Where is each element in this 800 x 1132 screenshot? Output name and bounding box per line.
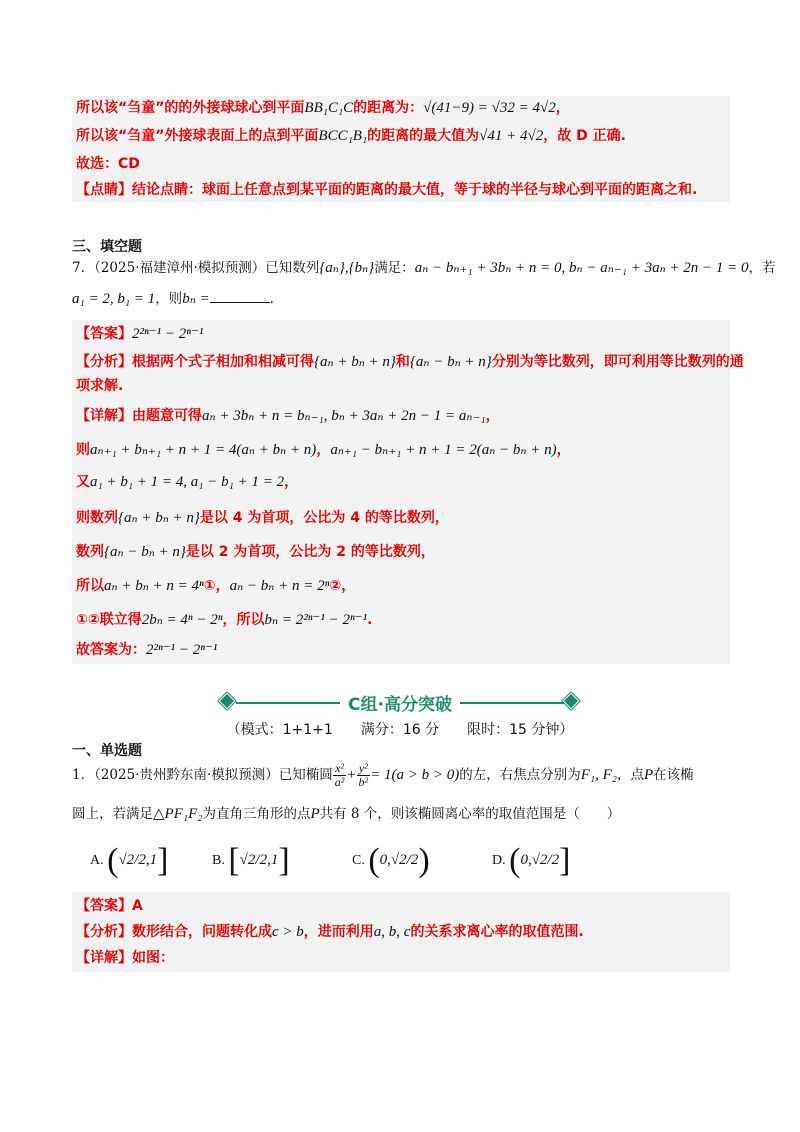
- math: {aₙ},{bₙ}: [319, 260, 375, 276]
- math: 2bₙ = 4ⁿ − 2ⁿ: [141, 612, 223, 628]
- question-7-line2: [72, 288, 274, 309]
- bracket: ]: [559, 842, 571, 879]
- option-d[interactable]: D. (0,√2/2]: [492, 842, 571, 879]
- math: F₁, F₂: [580, 767, 617, 783]
- analysis-tag: 【分析】: [76, 924, 132, 940]
- detail-line: [76, 406, 500, 426]
- text: 圆上，若满足: [72, 806, 153, 822]
- detail-line: [76, 508, 449, 528]
- option-a[interactable]: A. (√2/2,1]: [90, 842, 169, 879]
- text: ，: [555, 100, 570, 116]
- group-c-subtitle: （模式：1+1+1 满分：16 分 限时：15 分钟）: [226, 722, 574, 738]
- math: BB₁C₁C: [304, 100, 354, 116]
- math: P: [644, 767, 654, 783]
- text: 所以该“刍童”的的外接球球心到平面: [76, 100, 305, 116]
- math: aₙ + 3bₙ + n = bₙ₋₁, bₙ + 3aₙ + 2n − 1 = aₙ₋₁: [202, 408, 486, 424]
- text: 结论点睛：球面上任意点到某平面的距离的最大值，等于球的半径与球心到平面的距离之和.: [132, 182, 698, 198]
- group-c-title: C组·高分突破: [348, 695, 452, 715]
- math: bₙ =: [182, 291, 210, 307]
- text: ，: [316, 442, 331, 458]
- text: 如图：: [132, 950, 174, 966]
- answer-line: [76, 324, 203, 344]
- option-label: A.: [90, 853, 104, 869]
- math: √(41−9) = √32 = 4√2: [423, 100, 556, 116]
- math: aₙ₊₁ − bₙ₊₁ + n + 1 = 2(aₙ − bₙ + n): [330, 442, 557, 458]
- option-label: C.: [352, 853, 365, 869]
- remark-tag: 【点睛】: [76, 182, 132, 198]
- text: 为直角三角形的点: [202, 806, 311, 822]
- text: 根据两个式子相加和相减可得: [132, 354, 314, 370]
- text: 和: [395, 354, 410, 370]
- text: 满足：: [374, 260, 415, 276]
- text: 又: [76, 474, 90, 490]
- detail-line: [76, 542, 435, 562]
- math: {aₙ + bₙ + n}: [314, 354, 396, 370]
- text: 在该椭: [653, 767, 694, 783]
- bracket: (: [509, 842, 521, 879]
- text: ①②联立得: [76, 612, 142, 628]
- text: 数形结合，问题转化成: [132, 924, 272, 940]
- text: 则: [76, 442, 90, 458]
- remark-line: [76, 180, 697, 200]
- section-heading: 一、单选题: [72, 743, 142, 759]
- answer-tag: 【答案】: [76, 326, 132, 342]
- banner-rule: [236, 702, 340, 704]
- math: 2²ⁿ⁻¹ − 2ⁿ⁻¹: [132, 326, 204, 342]
- bracket: (: [368, 842, 380, 879]
- math: 1: [270, 852, 279, 869]
- solution-line: [76, 126, 626, 146]
- detail-line: [76, 948, 174, 968]
- detail-line: [76, 472, 298, 492]
- text: ，所以: [222, 612, 265, 628]
- option-label: B.: [212, 853, 225, 869]
- text: ②，: [329, 578, 356, 594]
- option-c[interactable]: C. (0,√2/2): [352, 842, 430, 879]
- text: 由题意可得: [132, 408, 202, 424]
- text: 故答案为：: [76, 642, 146, 658]
- text: 共有 8 个，则该椭圆离心率的取值范围是（ ）: [319, 806, 621, 822]
- math: {aₙ + bₙ + n}: [118, 510, 200, 526]
- final-answer-line: [76, 640, 217, 660]
- math: a₁ = 2, b₁ = 1: [72, 291, 156, 307]
- math: aₙ + bₙ + n = 4ⁿ: [104, 578, 204, 594]
- analysis-line-cont: 项求解.: [76, 378, 124, 394]
- math: {aₙ − bₙ + n}: [409, 354, 492, 370]
- math: c > b: [272, 924, 304, 940]
- numerator: x²: [333, 762, 347, 776]
- bracket: ): [418, 842, 430, 879]
- math: √2/2: [118, 852, 146, 869]
- text: ，: [556, 442, 571, 458]
- numerator: y²: [357, 762, 371, 776]
- math: 1: [149, 852, 158, 869]
- math: a, b, c: [373, 924, 411, 940]
- math: {aₙ − bₙ + n}: [104, 544, 186, 560]
- math: √41 + 4√2: [479, 128, 544, 144]
- answer-line: [76, 896, 143, 916]
- math: 0: [379, 852, 388, 869]
- math: P: [310, 806, 320, 822]
- text: ，: [284, 474, 299, 490]
- math: BCC₁B₁: [318, 128, 368, 144]
- text: 7．（2025·福建漳州·模拟预测）已知数列: [72, 260, 320, 276]
- text: 所以: [76, 578, 104, 594]
- answer-value: A: [132, 898, 143, 914]
- bracket: ]: [278, 842, 290, 879]
- math: √2/2: [531, 852, 560, 869]
- text: 1．（2025·贵州黔东南·模拟预测）已知椭圆: [72, 767, 333, 783]
- section-heading: 三、填空题: [72, 239, 142, 255]
- text: 数列: [76, 544, 104, 560]
- math: 2²ⁿ⁻¹ − 2ⁿ⁻¹: [146, 642, 218, 658]
- group-c-banner: [220, 690, 580, 716]
- answer-blank: [210, 288, 270, 303]
- text: .: [269, 291, 274, 307]
- detail-line: [76, 610, 372, 630]
- math: bₙ = 2²ⁿ⁻¹ − 2ⁿ⁻¹: [264, 612, 368, 628]
- bracket: (: [107, 842, 119, 879]
- math: a₁ + b₁ + 1 = 4, a₁ − b₁ + 1 = 2: [90, 474, 285, 490]
- question-1-line1: [72, 762, 694, 789]
- analysis-tag: 【分析】: [76, 354, 132, 370]
- question-1-line2: [72, 804, 620, 824]
- fraction-x: [333, 762, 347, 789]
- text: 则数列: [76, 510, 118, 526]
- question-7-line1: [72, 258, 776, 278]
- detail-tag: 【详解】: [76, 408, 132, 424]
- option-label: D.: [492, 853, 506, 869]
- text: 的距离为：: [353, 100, 424, 116]
- text: 所以该“刍童”外接球表面上的点到平面: [76, 128, 319, 144]
- option-b[interactable]: B. [√2/2,1]: [212, 842, 290, 879]
- detail-line: [76, 440, 571, 460]
- text: 是以 2 为首项，公比为 2 的等比数列，: [185, 544, 435, 560]
- answer-choice-line: 故选：CD: [76, 156, 140, 172]
- text: ，则: [155, 291, 183, 307]
- fraction-y: [357, 762, 371, 789]
- detail-tag: 【详解】: [76, 950, 132, 966]
- math: = 1(a > b > 0): [370, 767, 460, 783]
- bracket: ]: [157, 842, 169, 879]
- q1-solution-block: [72, 892, 730, 972]
- answer-tag: 【答案】: [76, 898, 132, 914]
- math: △PF₁F₂: [153, 806, 203, 822]
- detail-line: [76, 576, 355, 596]
- text: ，点: [617, 767, 644, 783]
- text: .: [367, 612, 373, 628]
- math: √2/2: [239, 852, 268, 869]
- math: √2/2: [390, 852, 419, 869]
- math: aₙ₊₁ + bₙ₊₁ + n + 1 = 4(aₙ + bₙ + n): [90, 442, 317, 458]
- text: 分别为等比数列，即可利用等比数列的通: [491, 354, 744, 370]
- solution-line: [76, 98, 570, 118]
- math: 0: [520, 852, 528, 869]
- banner-rule: [460, 702, 564, 704]
- text: ，故 D 正确.: [543, 128, 626, 144]
- denominator: b²: [358, 775, 369, 789]
- math: aₙ − bₙ + n = 2ⁿ: [229, 578, 330, 594]
- text: ①，: [203, 578, 230, 594]
- text: 的左，右焦点分别为: [459, 767, 581, 783]
- q7-solution-block: [72, 320, 744, 664]
- text: ，若: [748, 260, 776, 276]
- text: ，: [485, 408, 500, 424]
- denominator: a²: [334, 775, 345, 789]
- bracket: [: [228, 842, 240, 879]
- analysis-line: [76, 352, 744, 372]
- math: aₙ − bₙ₊₁ + 3bₙ + n = 0, bₙ − aₙ₋₁ + 3aₙ + 2n − 1 = 0: [414, 260, 749, 276]
- text: 的距离的最大值为: [367, 128, 480, 144]
- math: +: [346, 767, 357, 783]
- text: ，进而利用: [303, 924, 374, 940]
- text: 是以 4 为首项，公比为 4 的等比数列，: [199, 510, 449, 526]
- top-solution-block: [72, 96, 730, 202]
- analysis-line: [76, 922, 584, 942]
- text: 的关系求离心率的取值范围.: [410, 924, 584, 940]
